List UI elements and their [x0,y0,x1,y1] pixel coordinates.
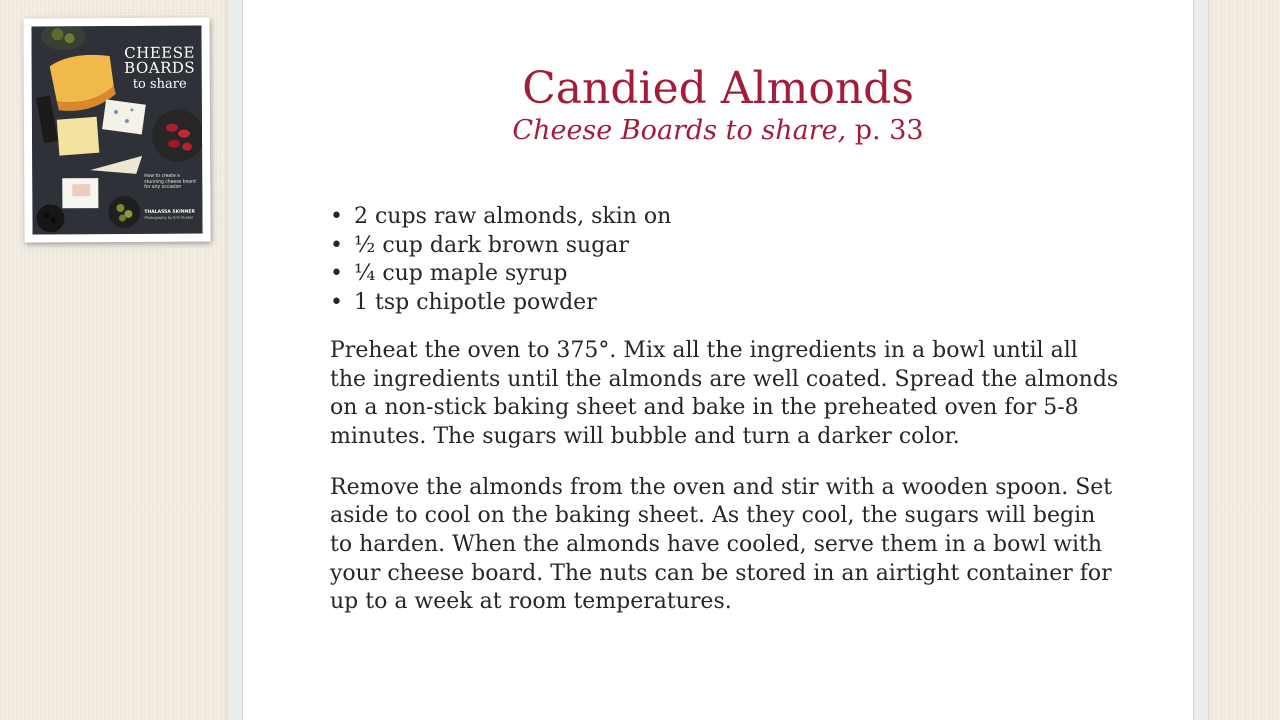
cover-title-line2: BOARDS [124,58,196,77]
ingredient-item: • ½ cup dark brown sugar [330,232,1120,261]
instruction-paragraph: Remove the almonds from the oven and stir with a wooden spoon. Set aside to cool on the baking sheet. As they cool, the sugars will begin to harden. When the almonds have cooled, serve them in a bowl with your cheese board. The nuts can be stored in an airtight container for up to a week at room temperatures. [330,474,1113,615]
cover-title-line1: CHEESE [124,43,195,62]
recipe-title: Candied Almonds [522,63,914,114]
cover-subtitle: to share [132,76,187,92]
ingredient-item: • 2 cups raw almonds, skin on [330,203,1120,232]
cover-photo-art [31,26,202,235]
instruction-paragraph: Preheat the oven to 375°. Mix all the ingredients in a bowl until all the ingredients until the almonds are well coated. Spread the almonds on a non-stick baking sheet and bake in the preheated oven for 5-8 minutes. The sugars will bubble and turn a darker color. [330,337,1119,449]
ingredient-list [330,203,1120,318]
ingredient-item: • 1 tsp chipotle powder [330,289,1120,318]
cover-title [120,43,200,77]
recipe-body [330,203,1120,639]
cover-blurb: How to create a stunning cheese board for any occasion [144,173,196,190]
recipe-source [228,114,1208,148]
cover-author: THALASSA SKINNER [144,209,195,215]
source-page-number: p. 33 [854,115,924,146]
book-cover-image [23,18,210,243]
ingredient-item: • ¼ cup maple syrup [330,260,1120,289]
cover-photographer: Photography by Erin Kunkel [144,215,193,220]
source-book-title: Cheese Boards to share, [512,115,847,146]
